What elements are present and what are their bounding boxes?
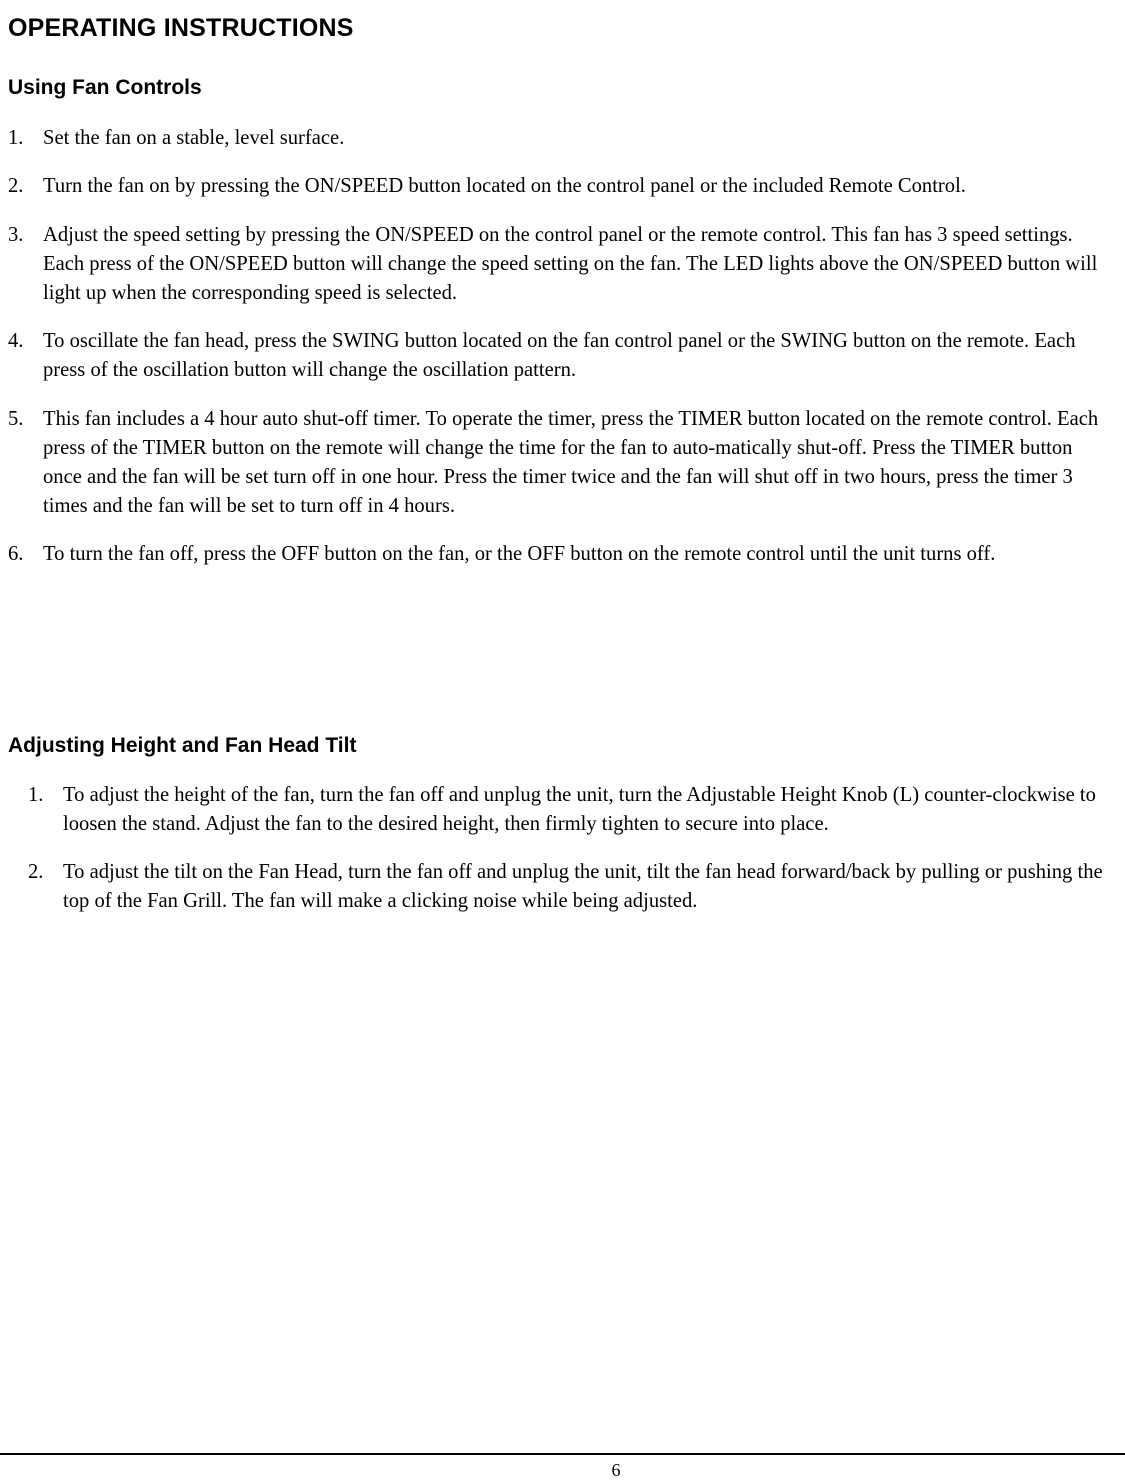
- section-heading-height-tilt: Adjusting Height and Fan Head Tilt: [8, 734, 357, 757]
- list-item: [8, 124, 1110, 153]
- list-item: [28, 858, 1110, 916]
- list-item: [8, 221, 1110, 308]
- step-number: 2.: [8, 175, 24, 198]
- height-tilt-steps: [28, 781, 1110, 935]
- page-number: 6: [611, 1460, 621, 1480]
- page-title: OPERATING INSTRUCTIONS: [8, 14, 354, 42]
- list-item: [8, 327, 1110, 385]
- step-text: To adjust the height of the fan, turn the fan off and unplug the unit, turn the Adjustable Height Knob (L) counter-clockwise to loosen the stand. Adjust the fan to the desired height, then firmly tighten to secure into place.: [63, 784, 1096, 835]
- footer-divider: [0, 1453, 1125, 1455]
- step-text: To turn the fan off, press the OFF button on the fan, or the OFF button on the remote control until the unit turns off.: [43, 542, 996, 565]
- step-text: Turn the fan on by pressing the ON/SPEED button located on the control panel or the included Remote Control.: [43, 175, 966, 198]
- list-item: [8, 405, 1110, 521]
- step-text: This fan includes a 4 hour auto shut-off timer. To operate the timer, press the TIMER button located on the remote control. Each press of the TIMER button on the remote will change the time for the fan to auto-matically shut-off. Press the TIMER button once and the fan will be set turn off in one hour. Press the timer twice and the fan will shut off in two hours, press the timer 3 times and the fan will be set to turn off in 4 hours.: [43, 407, 1099, 517]
- step-number: 5.: [8, 407, 24, 430]
- step-number: 6.: [8, 542, 24, 565]
- step-number: 4.: [8, 330, 24, 353]
- section-heading-fan-controls: Using Fan Controls: [8, 76, 202, 99]
- step-text: To adjust the tilt on the Fan Head, turn the fan off and unplug the unit, tilt the fan head forward/back by pulling or pushing the top of the Fan Grill. The fan will make a clicking noise while being adjusted.: [63, 861, 1103, 912]
- list-item: [8, 172, 1110, 201]
- step-text: Set the fan on a stable, level surface.: [43, 127, 345, 149]
- list-item: [28, 781, 1110, 839]
- step-text: To oscillate the fan head, press the SWING button located on the fan control panel or the SWING button on the remote. Each press of the oscillation button will change the oscillation pattern.: [43, 330, 1076, 382]
- step-text: Adjust the speed setting by pressing the ON/SPEED on the control panel or the remote control. This fan has 3 speed settings. Each press of the ON/SPEED button will change the speed setting on the fan. The LED lights above the ON/SPEED button will light up when the corresponding speed is selected.: [43, 223, 1098, 304]
- list-item: [8, 540, 1110, 569]
- step-number: 2.: [28, 861, 44, 883]
- fan-controls-steps: [8, 124, 1110, 588]
- step-number: 1.: [8, 127, 24, 149]
- step-number: 1.: [28, 784, 44, 806]
- step-number: 3.: [8, 223, 24, 246]
